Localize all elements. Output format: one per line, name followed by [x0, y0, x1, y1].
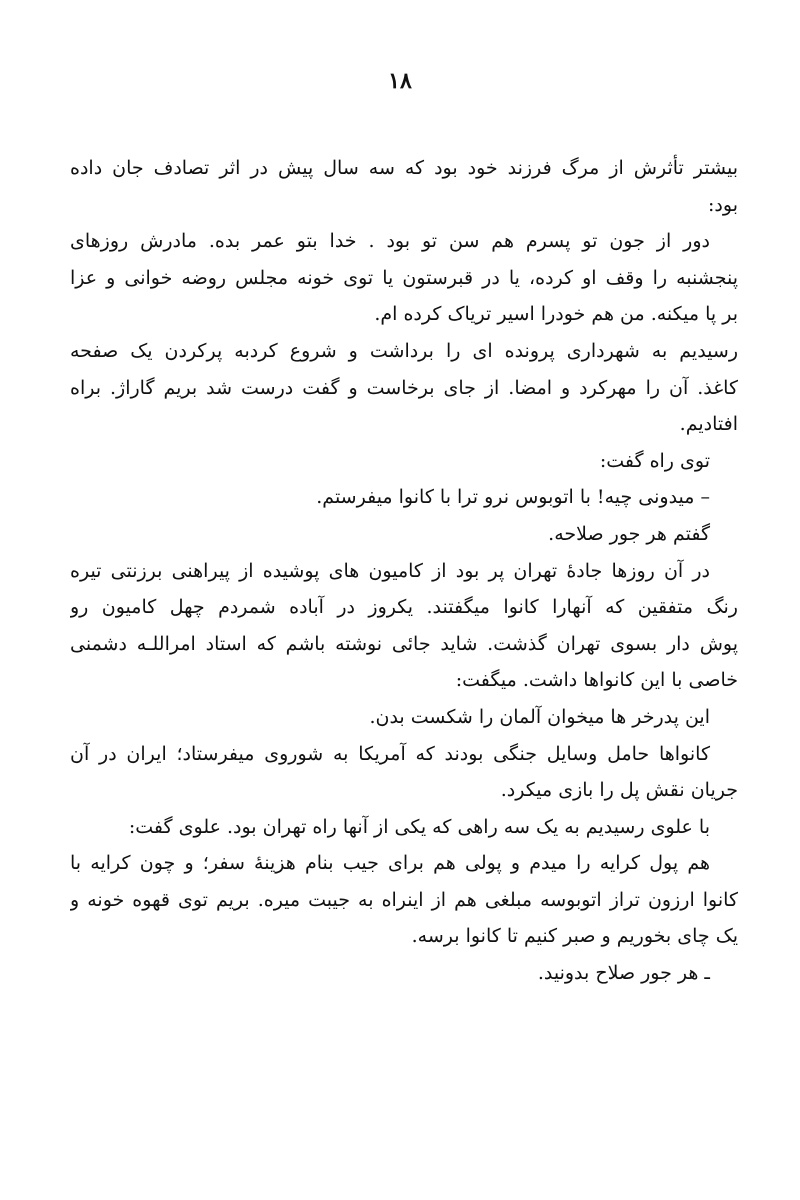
text-line-23: ـ هر جور صلاح بدونید. [537, 962, 710, 985]
text-line-10: – میدونی چیه! با اتوبوس نرو ترا با کانوا میفرستم. [316, 486, 710, 509]
body-text [70, 150, 738, 992]
text-line-14: پوش دار بسوی تهران گذشت. شاید جائی نوشته باشم که استاد امراللـه دشمنی [70, 632, 738, 655]
text-line-17: کانواها حامل وسایل جنگی بودند که آمریکا به شوروی میفرستاد؛ ایران در آن [70, 742, 710, 765]
text-line-22: یک چای بخوریم و صبر کنیم تا کانوا برسه. [411, 925, 738, 948]
text-line-7: کاغذ. آن را مهرکرد و امضا. از جای برخاست و گفت درست شد بریم گاراژ. براه [70, 376, 738, 399]
text-line-13: رنگ متفقین که آنهارا کانوا میگفتند. یکروز در آباده شمردم چهل کامیون رو [70, 596, 738, 619]
text-line-2: بود: [708, 193, 738, 216]
text-line-21: کانوا ارزون تراز اتوبوسه مبلغی هم از اینراه به جیبت میره. بریم توی قهوه خونه و [70, 888, 738, 911]
text-line-5: بر پا میکنه. من هم خودرا اسیر تریاک کرده ام. [374, 303, 738, 326]
text-line-11: گفتم هر جور صلاحه. [548, 522, 710, 545]
text-line-1: بیشتر تأثرش از مرگ فرزند خود بود که سه سال پیش در اثر تصادف جان داده [70, 157, 738, 179]
text-line-6: رسیدیم به شهرداری پرونده ای را برداشت و شروع کردبه پرکردن یک صفحه [70, 339, 738, 362]
text-line-8: افتادیم. [679, 413, 738, 436]
text-line-4: پنجشنبه را وقف او کرده، یا در قبرستون یا توی خونه مجلس روضه خوانی و عزا [70, 266, 738, 289]
page-number: ۱۸ [388, 68, 412, 94]
text-line-18: جریان نقش پل را بازی میکرد. [500, 779, 738, 802]
text-line-20: هم پول کرایه را میدم و پولی هم برای جیب بنام هزینهٔ سفر؛ و چون کرایه با [70, 852, 710, 875]
text-line-15: خاصی با این کانواها داشت. میگفت: [455, 669, 738, 692]
text-line-19: با علوی رسیدیم به یک سه راهی که یکی از آنها راه تهران بود. علوی گفت: [128, 815, 710, 838]
text-line-3: دور از جون تو پسرم هم سن تو بود . خدا بتو عمر بده. مادرش روزهای [70, 230, 710, 253]
text-line-9: توی راه گفت: [599, 449, 710, 472]
text-line-12: در آن روزها جادهٔ تهران پر بود از کامیون های پوشیده از پیراهنی برزنتی تیره [70, 559, 710, 582]
text-line-16: این پدرخر ها میخوان آلمان را شکست بدن. [369, 705, 710, 728]
